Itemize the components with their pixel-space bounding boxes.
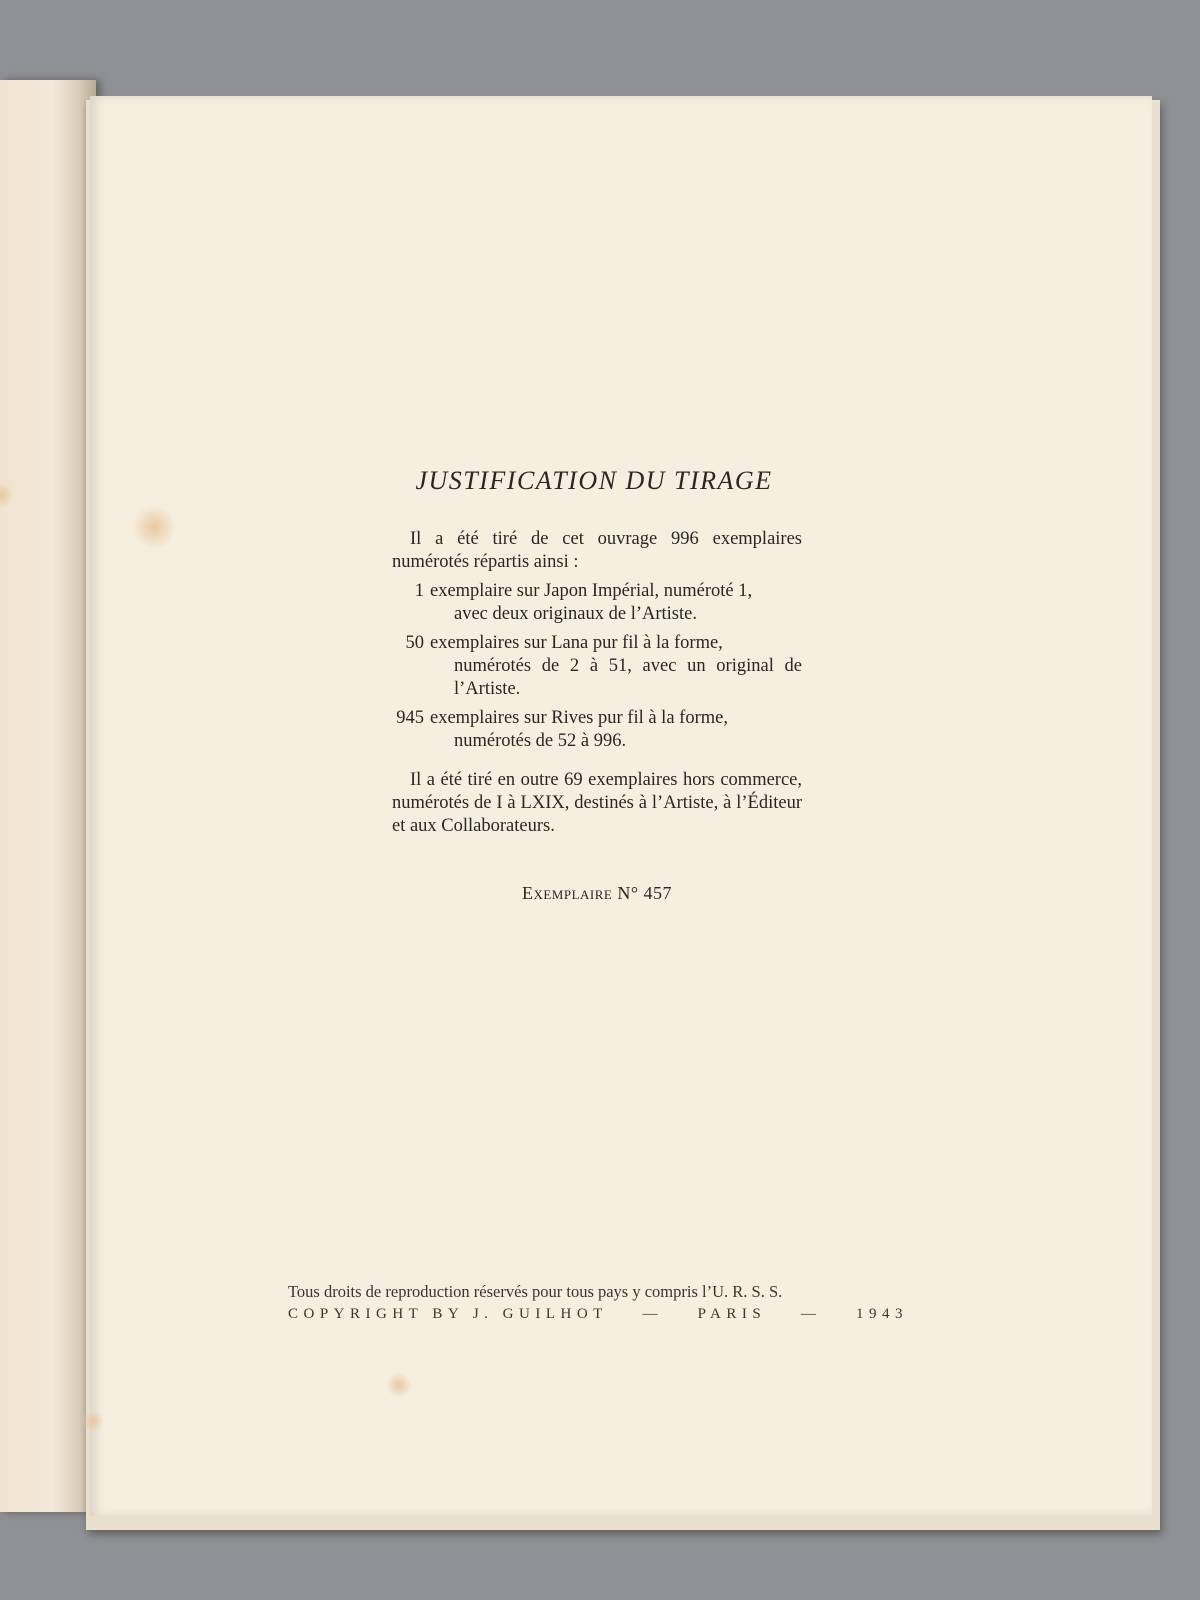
edition-entry: [392, 580, 802, 626]
foxing-spot: [386, 1372, 412, 1398]
intro-paragraph: Il a été tiré de cet ouvrage 996 exemplaires numérotés répartis ainsi :: [392, 529, 802, 572]
entry-continuation: avec deux originaux de l’Artiste.: [454, 604, 697, 624]
entry-first-line: exemplaire sur Japon Impérial, numéroté 1,: [430, 581, 753, 601]
copy-number-label: Exemplaire N°: [521, 883, 639, 903]
entry-count: 1: [414, 581, 424, 601]
page-title: JUSTIFICATION DU TIRAGE: [415, 466, 773, 495]
foxing-spot: [132, 504, 176, 550]
publication-year: 1943: [855, 1306, 908, 1322]
left-page: [0, 80, 96, 1512]
entry-first-line: exemplaires sur Lana pur fil à la forme,: [430, 633, 723, 653]
copy-number-line: [392, 882, 802, 905]
entry-count: 945: [396, 708, 424, 728]
copy-number-value: 457: [643, 883, 673, 903]
rights-notice: Tous droits de reproduction réservés pour tous pays y compris l’U. R. S. S.: [288, 1282, 783, 1301]
hors-commerce-paragraph: Il a été tiré en outre 69 exemplaires hors commerce, numérotés de I à LXIX, destinés à l’Artiste, à l’Éditeur et aux Collaborateurs.: [392, 770, 802, 836]
entry-continuation: numérotés de 2 à 51, avec un original de l’Artiste.: [454, 656, 802, 699]
entry-first-line: exemplaires sur Rives pur fil à la forme,: [430, 708, 728, 728]
copyright-footer: [288, 1282, 908, 1323]
separator: —: [642, 1306, 663, 1322]
copyright-line: [288, 1306, 908, 1323]
edition-entry: [392, 707, 802, 753]
foxing-spot: [0, 480, 12, 510]
edition-entry: [392, 632, 802, 701]
justification-block: [392, 466, 802, 905]
separator: —: [800, 1306, 822, 1322]
foxing-spot: [82, 1410, 104, 1432]
entry-count: 50: [405, 633, 424, 653]
publication-city: PARIS: [697, 1306, 767, 1322]
copyright-holder: COPYRIGHT BY J. GUILHOT: [288, 1306, 608, 1322]
entry-continuation: numérotés de 52 à 996.: [454, 731, 627, 751]
